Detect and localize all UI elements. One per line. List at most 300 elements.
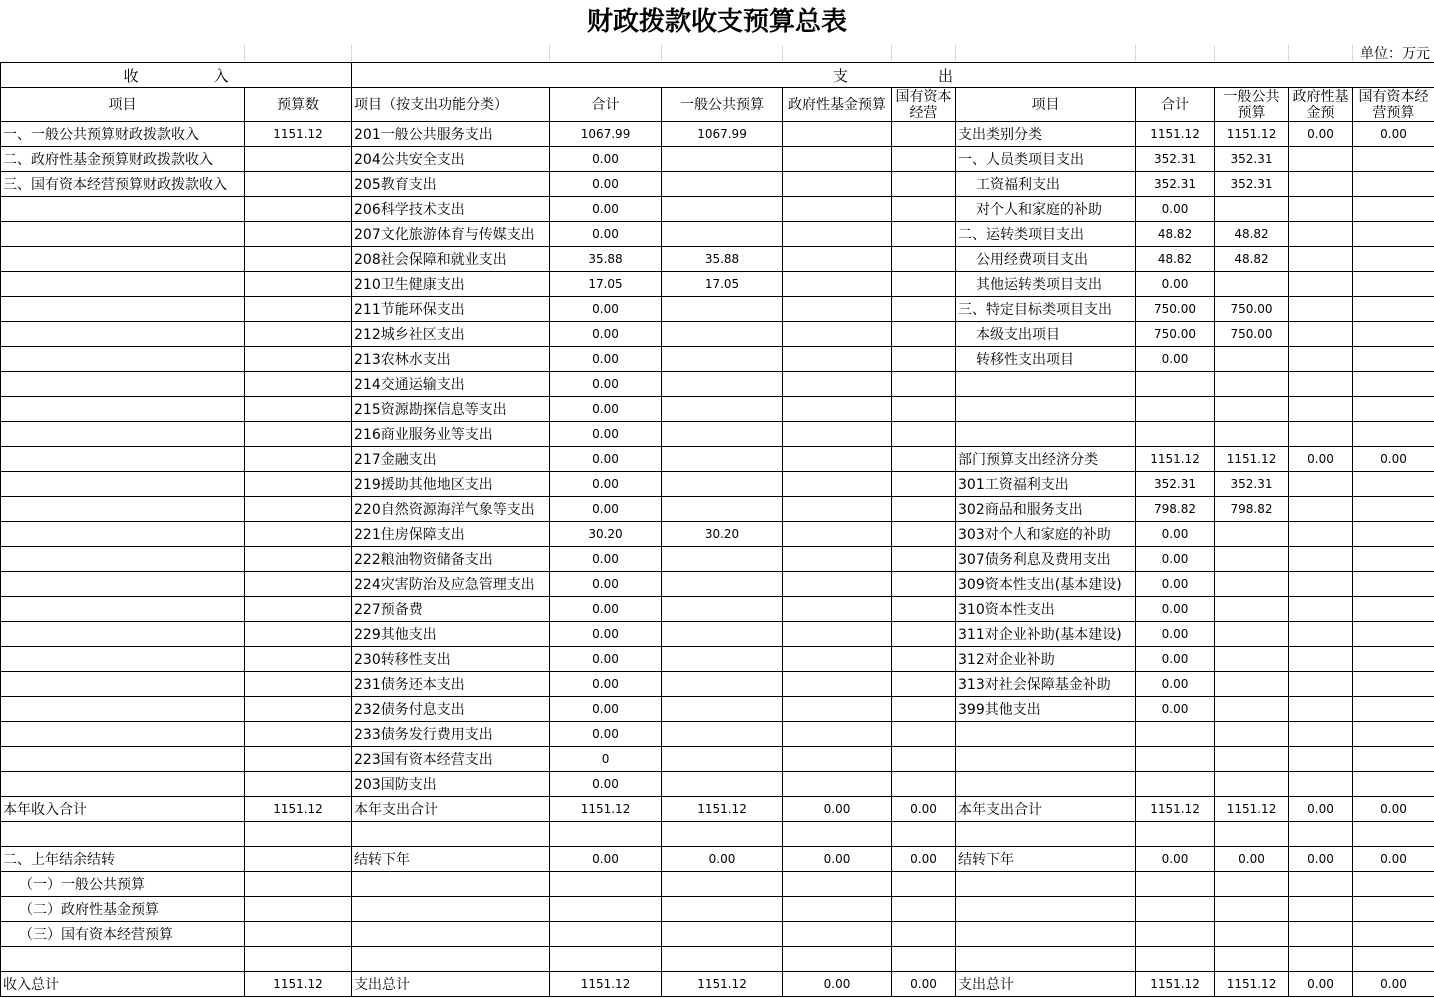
table-cell: 750.00 xyxy=(1215,322,1289,347)
table-cell xyxy=(1215,747,1289,772)
income-header: 收 入 xyxy=(1,63,352,88)
table-cell xyxy=(1215,422,1289,447)
table-cell: 0.00 xyxy=(550,597,662,622)
table-cell: 750.00 xyxy=(1215,297,1289,322)
table-cell xyxy=(1,222,245,247)
table-cell xyxy=(662,547,783,572)
table-cell: 二、运转类项目支出 xyxy=(956,222,1136,247)
table-cell: 部门预算支出经济分类 xyxy=(956,447,1136,472)
table-cell: 0.00 xyxy=(550,397,662,422)
table-cell xyxy=(892,547,956,572)
table-cell xyxy=(1289,672,1353,697)
table-cell xyxy=(1353,647,1434,672)
table-cell: 1151.12 xyxy=(245,797,352,822)
table-cell: 0.00 xyxy=(1353,847,1434,872)
table-cell xyxy=(245,747,352,772)
table-cell: 0.00 xyxy=(550,147,662,172)
table-cell: 48.82 xyxy=(1215,247,1289,272)
table-cell xyxy=(892,922,956,947)
table-cell xyxy=(783,522,892,547)
table-cell xyxy=(1215,272,1289,297)
table-cell xyxy=(662,297,783,322)
table-cell xyxy=(245,322,352,347)
table-cell: 0.00 xyxy=(892,797,956,822)
table-cell xyxy=(956,822,1136,847)
table-cell xyxy=(956,772,1136,797)
table-cell: 0.00 xyxy=(1353,972,1434,997)
table-row xyxy=(1,572,1434,597)
table-cell: 0.00 xyxy=(1136,847,1215,872)
table-cell: 216商业服务业等支出 xyxy=(352,422,550,447)
table-cell xyxy=(783,372,892,397)
table-cell: 750.00 xyxy=(1136,322,1215,347)
table-cell xyxy=(1289,522,1353,547)
table-cell: 0.00 xyxy=(1136,522,1215,547)
table-cell xyxy=(1353,922,1434,947)
col-fund: 政府性基金预算 xyxy=(783,88,892,122)
table-cell xyxy=(1136,722,1215,747)
table-cell: 233债务发行费用支出 xyxy=(352,722,550,747)
table-cell: 0.00 xyxy=(550,847,662,872)
table-cell xyxy=(956,897,1136,922)
table-cell: 0.00 xyxy=(550,347,662,372)
table-row xyxy=(1,847,1434,872)
table-cell xyxy=(352,822,550,847)
table-cell xyxy=(1353,872,1434,897)
table-cell xyxy=(1353,672,1434,697)
table-cell xyxy=(1,822,245,847)
table-cell xyxy=(956,922,1136,947)
table-cell: 211节能环保支出 xyxy=(352,297,550,322)
table-cell xyxy=(783,122,892,147)
table-cell xyxy=(245,422,352,447)
table-cell xyxy=(245,197,352,222)
table-cell: 0.00 xyxy=(550,647,662,672)
col-func-item: 项目（按支出功能分类） xyxy=(352,88,550,122)
table-cell xyxy=(892,297,956,322)
table-cell xyxy=(892,247,956,272)
table-cell: 1151.12 xyxy=(245,122,352,147)
table-cell xyxy=(1289,222,1353,247)
table-cell xyxy=(892,497,956,522)
table-cell xyxy=(1353,297,1434,322)
table-cell xyxy=(245,247,352,272)
table-cell: 207文化旅游体育与传媒支出 xyxy=(352,222,550,247)
table-cell xyxy=(1289,372,1353,397)
table-cell: 0.00 xyxy=(1289,447,1353,472)
table-cell: 0.00 xyxy=(550,447,662,472)
table-cell: 0.00 xyxy=(783,847,892,872)
table-cell xyxy=(1,547,245,572)
table-cell: 352.31 xyxy=(1136,472,1215,497)
table-cell xyxy=(783,197,892,222)
table-cell xyxy=(892,372,956,397)
table-cell xyxy=(1,247,245,272)
table-cell: 307债务利息及费用支出 xyxy=(956,547,1136,572)
table-cell xyxy=(1289,597,1353,622)
table-cell xyxy=(892,522,956,547)
table-cell xyxy=(662,597,783,622)
table-row xyxy=(1,247,1434,272)
table-cell xyxy=(550,922,662,947)
table-cell xyxy=(1215,197,1289,222)
table-cell: 310资本性支出 xyxy=(956,597,1136,622)
table-cell xyxy=(245,372,352,397)
table-cell xyxy=(662,722,783,747)
table-cell xyxy=(1,597,245,622)
table-cell xyxy=(1,372,245,397)
table-cell xyxy=(1289,872,1353,897)
table-cell xyxy=(892,397,956,422)
table-cell: 0.00 xyxy=(1215,847,1289,872)
table-cell xyxy=(352,897,550,922)
table-cell: 0.00 xyxy=(550,297,662,322)
table-row xyxy=(1,722,1434,747)
table-cell xyxy=(1289,397,1353,422)
table-cell xyxy=(892,647,956,672)
table-cell: 208社会保障和就业支出 xyxy=(352,247,550,272)
table-cell: 48.82 xyxy=(1136,222,1215,247)
table-cell: 17.05 xyxy=(662,272,783,297)
table-cell: 1151.12 xyxy=(1136,797,1215,822)
table-cell xyxy=(662,472,783,497)
table-cell xyxy=(662,172,783,197)
table-cell xyxy=(245,447,352,472)
table-cell: 311对企业补助(基本建设) xyxy=(956,622,1136,647)
table-cell: 本年收入合计 xyxy=(1,797,245,822)
table-cell: 1067.99 xyxy=(662,122,783,147)
table-cell xyxy=(892,772,956,797)
col-general: 一般公共预算 xyxy=(662,88,783,122)
table-cell xyxy=(245,397,352,422)
table-cell xyxy=(662,822,783,847)
table-cell xyxy=(783,247,892,272)
table-cell: 1151.12 xyxy=(662,972,783,997)
table-cell: 313对社会保障基金补助 xyxy=(956,672,1136,697)
table-cell xyxy=(662,872,783,897)
table-cell: 0.00 xyxy=(550,222,662,247)
table-cell: 30.20 xyxy=(550,522,662,547)
table-cell xyxy=(1215,922,1289,947)
table-cell: 0.00 xyxy=(550,547,662,572)
table-cell xyxy=(1289,922,1353,947)
table-cell xyxy=(1353,822,1434,847)
table-cell: 1151.12 xyxy=(1215,972,1289,997)
page-title: 财政拨款收支预算总表 xyxy=(586,7,847,37)
table-cell xyxy=(245,622,352,647)
table-row xyxy=(1,347,1434,372)
table-cell xyxy=(1,347,245,372)
table-cell xyxy=(892,447,956,472)
table-cell xyxy=(1215,822,1289,847)
table-cell xyxy=(1,322,245,347)
table-row xyxy=(1,172,1434,197)
table-cell: 0.00 xyxy=(550,772,662,797)
table-cell xyxy=(1353,222,1434,247)
table-cell xyxy=(783,222,892,247)
table-cell xyxy=(1,447,245,472)
table-cell: 0.00 xyxy=(662,847,783,872)
table-cell: 0.00 xyxy=(1136,672,1215,697)
table-cell: 215资源勘探信息等支出 xyxy=(352,397,550,422)
table-cell xyxy=(892,622,956,647)
table-cell xyxy=(1,397,245,422)
table-row xyxy=(1,972,1434,997)
table-cell xyxy=(1136,747,1215,772)
table-cell: 230转移性支出 xyxy=(352,647,550,672)
table-cell xyxy=(1136,422,1215,447)
col-state2: 国有资本经营预算 xyxy=(1353,88,1434,122)
table-cell: 399其他支出 xyxy=(956,697,1136,722)
table-cell xyxy=(1289,947,1353,972)
table-cell xyxy=(662,772,783,797)
table-cell xyxy=(1353,472,1434,497)
table-cell xyxy=(245,547,352,572)
table-cell: 0.00 xyxy=(892,972,956,997)
table-cell: 217金融支出 xyxy=(352,447,550,472)
table-cell: 0.00 xyxy=(783,972,892,997)
table-cell xyxy=(1289,172,1353,197)
table-cell: 221住房保障支出 xyxy=(352,522,550,547)
table-cell: 17.05 xyxy=(550,272,662,297)
table-cell xyxy=(662,147,783,172)
col-fund2: 政府性基金预 xyxy=(1289,88,1353,122)
table-cell: （三）国有资本经营预算 xyxy=(1,922,245,947)
table-cell xyxy=(1353,697,1434,722)
table-cell: 0.00 xyxy=(1353,447,1434,472)
table-row xyxy=(1,372,1434,397)
table-cell xyxy=(1215,647,1289,672)
table-cell: 结转下年 xyxy=(352,847,550,872)
table-cell: 支出总计 xyxy=(352,972,550,997)
table-cell: 转移性支出项目 xyxy=(956,347,1136,372)
table-cell: 0.00 xyxy=(783,797,892,822)
table-cell: 303对个人和家庭的补助 xyxy=(956,522,1136,547)
table-cell xyxy=(245,947,352,972)
table-cell xyxy=(1289,297,1353,322)
table-cell: 0.00 xyxy=(1136,347,1215,372)
table-row xyxy=(1,872,1434,897)
table-cell xyxy=(783,872,892,897)
table-cell xyxy=(783,897,892,922)
table-cell: 二、政府性基金预算财政拨款收入 xyxy=(1,147,245,172)
table-cell xyxy=(1353,772,1434,797)
table-cell xyxy=(1353,547,1434,572)
table-cell: 0.00 xyxy=(550,322,662,347)
table-cell: 0.00 xyxy=(1353,122,1434,147)
table-cell xyxy=(783,647,892,672)
col-general2: 一般公共预算 xyxy=(1215,88,1289,122)
table-cell: 公用经费项目支出 xyxy=(956,247,1136,272)
table-cell xyxy=(1353,597,1434,622)
table-cell xyxy=(1289,722,1353,747)
table-row xyxy=(1,222,1434,247)
table-cell xyxy=(892,197,956,222)
table-cell: 0.00 xyxy=(1136,572,1215,597)
table-cell xyxy=(1,722,245,747)
table-cell xyxy=(1289,197,1353,222)
table-cell: 0 xyxy=(550,747,662,772)
table-cell xyxy=(662,672,783,697)
table-cell xyxy=(783,572,892,597)
table-cell xyxy=(245,847,352,872)
table-cell: 0.00 xyxy=(1136,547,1215,572)
header-row-1 xyxy=(1,63,1434,88)
table-cell xyxy=(662,222,783,247)
table-cell xyxy=(245,472,352,497)
table-cell xyxy=(956,422,1136,447)
table-cell xyxy=(783,297,892,322)
table-cell: 1067.99 xyxy=(550,122,662,147)
table-cell: 0.00 xyxy=(1289,797,1353,822)
table-row xyxy=(1,697,1434,722)
table-cell: 201一般公共服务支出 xyxy=(352,122,550,147)
table-cell: 支出总计 xyxy=(956,972,1136,997)
table-cell: 35.88 xyxy=(662,247,783,272)
table-cell: 0.00 xyxy=(550,697,662,722)
table-row xyxy=(1,772,1434,797)
table-cell xyxy=(1353,322,1434,347)
table-cell: 0.00 xyxy=(1136,197,1215,222)
table-cell: 一、人员类项目支出 xyxy=(956,147,1136,172)
table-cell: 三、国有资本经营预算财政拨款收入 xyxy=(1,172,245,197)
table-row xyxy=(1,472,1434,497)
table-cell xyxy=(1,697,245,722)
col-total2: 合计 xyxy=(1136,88,1215,122)
table-cell: 0.00 xyxy=(892,847,956,872)
table-cell: （二）政府性基金预算 xyxy=(1,897,245,922)
table-cell xyxy=(662,397,783,422)
table-cell xyxy=(1289,572,1353,597)
table-cell: 231债务还本支出 xyxy=(352,672,550,697)
table-cell xyxy=(1136,947,1215,972)
table-cell xyxy=(1215,622,1289,647)
table-cell xyxy=(1136,772,1215,797)
table-cell xyxy=(892,697,956,722)
table-body xyxy=(1,122,1434,997)
table-cell: 0.00 xyxy=(1289,122,1353,147)
table-cell xyxy=(662,647,783,672)
table-cell xyxy=(783,772,892,797)
table-row xyxy=(1,497,1434,522)
table-cell xyxy=(1289,347,1353,372)
table-cell: 0.00 xyxy=(550,722,662,747)
table-row xyxy=(1,747,1434,772)
table-cell: 227预备费 xyxy=(352,597,550,622)
table-row xyxy=(1,272,1434,297)
table-cell xyxy=(352,947,550,972)
table-cell xyxy=(956,947,1136,972)
table-cell xyxy=(1353,197,1434,222)
table-row xyxy=(1,122,1434,147)
table-cell: 本级支出项目 xyxy=(956,322,1136,347)
table-cell xyxy=(783,472,892,497)
table-cell: 对个人和家庭的补助 xyxy=(956,197,1136,222)
table-cell xyxy=(662,447,783,472)
table-row xyxy=(1,797,1434,822)
table-cell: 224灾害防治及应急管理支出 xyxy=(352,572,550,597)
table-cell: 其他运转类项目支出 xyxy=(956,272,1136,297)
table-cell xyxy=(245,297,352,322)
table-cell xyxy=(783,172,892,197)
table-cell xyxy=(1,472,245,497)
table-cell xyxy=(892,272,956,297)
table-cell xyxy=(1136,372,1215,397)
table-cell: 0.00 xyxy=(1289,847,1353,872)
table-cell xyxy=(1215,897,1289,922)
table-cell xyxy=(892,472,956,497)
header-row-2 xyxy=(1,88,1434,122)
table-cell: 1151.12 xyxy=(550,972,662,997)
table-cell: 1151.12 xyxy=(1215,797,1289,822)
table-cell: 352.31 xyxy=(1136,172,1215,197)
table-cell: 212城乡社区支出 xyxy=(352,322,550,347)
table-cell xyxy=(1353,347,1434,372)
table-cell xyxy=(662,622,783,647)
table-row xyxy=(1,522,1434,547)
table-cell xyxy=(1353,422,1434,447)
table-cell xyxy=(783,322,892,347)
table-cell xyxy=(245,922,352,947)
table-cell xyxy=(892,572,956,597)
table-cell xyxy=(1353,622,1434,647)
table-cell: 0.00 xyxy=(1289,972,1353,997)
table-cell: 302商品和服务支出 xyxy=(956,497,1136,522)
table-cell: 1151.12 xyxy=(550,797,662,822)
table-cell xyxy=(1289,247,1353,272)
table-cell xyxy=(1353,947,1434,972)
table-cell: 309资本性支出(基本建设) xyxy=(956,572,1136,597)
table-cell xyxy=(550,872,662,897)
table-cell: 1151.12 xyxy=(245,972,352,997)
table-cell xyxy=(1,647,245,672)
table-cell: 0.00 xyxy=(550,197,662,222)
table-cell xyxy=(1,422,245,447)
table-cell: 210卫生健康支出 xyxy=(352,272,550,297)
table-cell xyxy=(1353,147,1434,172)
table-cell xyxy=(1215,722,1289,747)
unit-label: 单位：万元 xyxy=(1360,46,1430,62)
table-cell xyxy=(662,497,783,522)
table-cell xyxy=(783,597,892,622)
table-cell: 301工资福利支出 xyxy=(956,472,1136,497)
table-cell xyxy=(892,322,956,347)
table-cell: 0.00 xyxy=(550,422,662,447)
table-cell: 0.00 xyxy=(550,372,662,397)
table-cell xyxy=(1215,872,1289,897)
table-cell: 工资福利支出 xyxy=(956,172,1136,197)
table-row xyxy=(1,947,1434,972)
table-cell xyxy=(1215,572,1289,597)
table-cell: 352.31 xyxy=(1215,147,1289,172)
table-cell xyxy=(245,897,352,922)
table-cell xyxy=(892,122,956,147)
table-cell xyxy=(1353,247,1434,272)
table-cell: 220自然资源海洋气象等支出 xyxy=(352,497,550,522)
table-row xyxy=(1,447,1434,472)
expense-header: 支 出 xyxy=(352,63,1434,88)
table-cell xyxy=(956,372,1136,397)
table-cell: 214交通运输支出 xyxy=(352,372,550,397)
table-cell xyxy=(245,697,352,722)
table-cell xyxy=(1289,422,1353,447)
table-cell xyxy=(783,922,892,947)
table-cell xyxy=(956,747,1136,772)
table-cell xyxy=(245,172,352,197)
table-row xyxy=(1,322,1434,347)
table-cell xyxy=(1353,722,1434,747)
table-cell: 213农林水支出 xyxy=(352,347,550,372)
